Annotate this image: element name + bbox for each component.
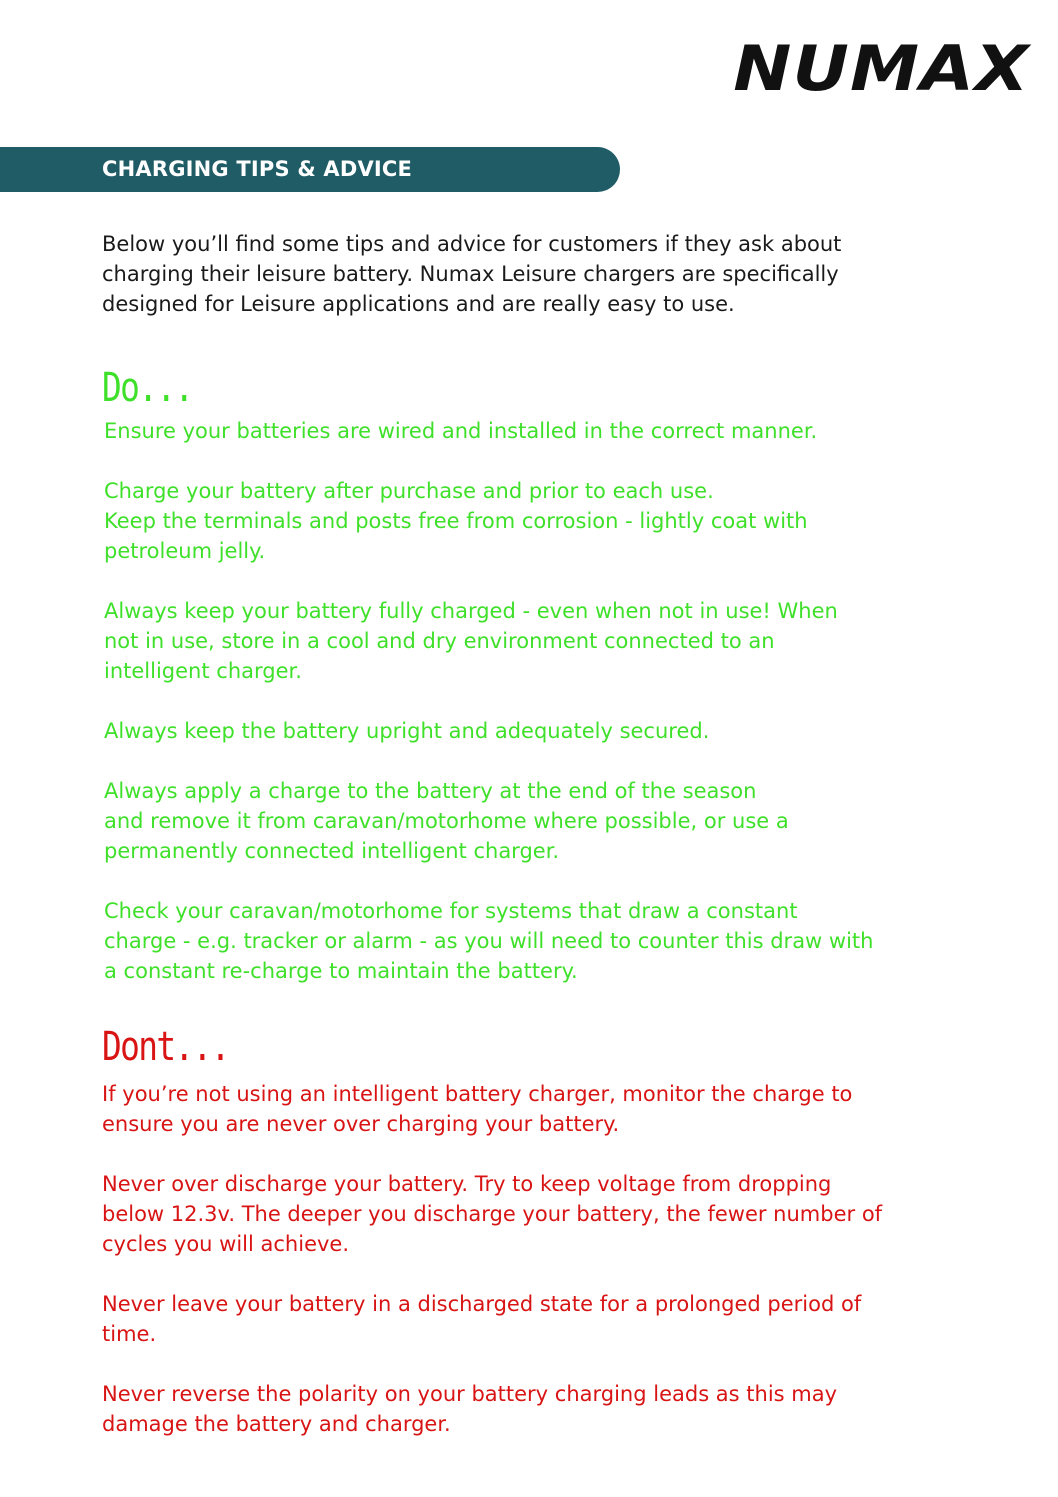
do-tip: Always apply a charge to the battery at the end of the season and remove it from caravan/motorhome where possible, or use a permanently connected intelligent charger.: [104, 779, 789, 863]
do-tip: Charge your battery after purchase and prior to each use.: [104, 479, 714, 503]
do-tip: Always keep the battery upright and adequately secured.: [104, 719, 710, 743]
intro-paragraph: Below you’ll find some tips and advice for customers if they ask about charging their leisure battery. Numax Leisure chargers are specifically designed for Leisure applications and are really easy to use.: [102, 232, 842, 316]
section-banner: [0, 147, 620, 192]
dont-heading: Dont...: [102, 1024, 229, 1070]
dont-tip: Never reverse the polarity on your battery charging leads as this may damage the battery and charger.: [102, 1382, 838, 1436]
do-tip: Keep the terminals and posts free from corrosion - lightly coat with petroleum jelly.: [104, 509, 808, 563]
dont-tips-list: [102, 1079, 982, 1469]
do-tip: Ensure your batteries are wired and installed in the correct manner.: [104, 419, 818, 443]
numax-logo: NUMAX: [733, 32, 1030, 105]
dont-tip: If you’re not using an intelligent battery charger, monitor the charge to ensure you are never over charging your battery.: [102, 1082, 853, 1136]
dont-tip: Never leave your battery in a discharged state for a prolonged period of time.: [102, 1292, 862, 1346]
do-heading: Do...: [102, 365, 193, 411]
do-tip: Always keep your battery fully charged - even when not in use! When not in use, store in a cool and dry environment connected to an intelligent charger.: [104, 599, 838, 683]
do-tips-list: [104, 416, 984, 1016]
banner-title: CHARGING TIPS & ADVICE: [102, 157, 413, 181]
dont-tip: Never over discharge your battery. Try to keep voltage from dropping below 12.3v. The deeper you discharge your battery, the fewer number of cycles you will achieve.: [102, 1172, 883, 1256]
do-tip: Check your caravan/motorhome for systems that draw a constant charge - e.g. tracker or alarm - as you will need to counter this draw with a constant re-charge to maintain the battery.: [104, 899, 874, 983]
